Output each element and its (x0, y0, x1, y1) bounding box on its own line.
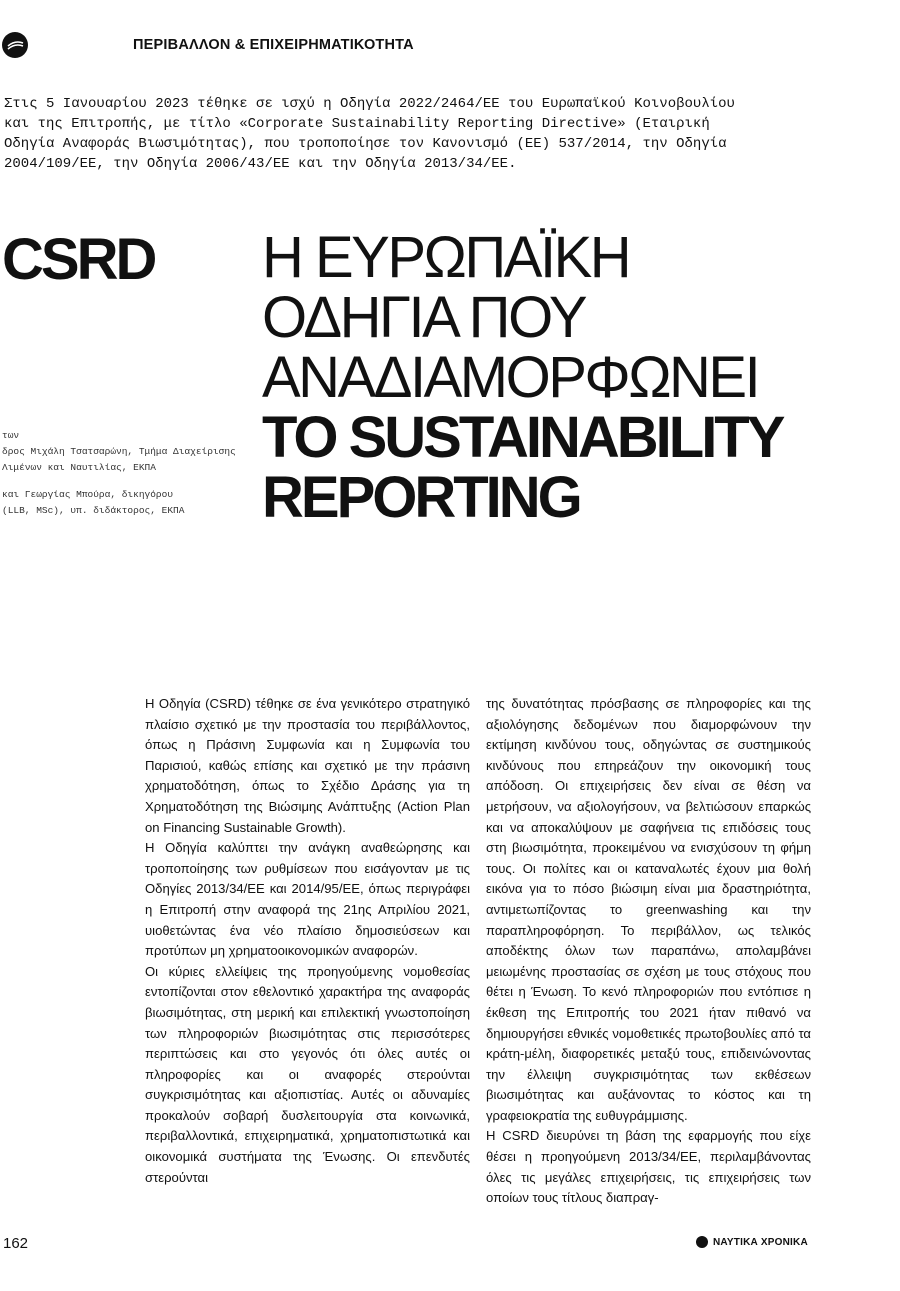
body-paragraph: Η Οδηγία καλύπτει την ανάγκη αναθεώρησης και τροποποίησης των ρυθμίσεων που εισάγονταν με τις Οδηγίες 2013/34/ΕΕ και 2014/95/ΕΕ, όπως περιγράφει η Επιτροπή στην αναφορά της 21ης Απριλίου 2021, υιοθετώντας ένα νέο πλαίσιο δημοσιεύσεων και προτύπων μη χρηματοοικονομικών αναφορών. (145, 840, 470, 959)
logo-swoosh-icon (2, 32, 28, 58)
body-paragraph: Οι κύριες ελλείψεις της προηγούμενης νομοθεσίας εντοπίζονται στον εθελοντικό χαρακτήρα της αναφοράς βιωσιμότητας, στη μερική και επιλεκτική γνωστοποίηση των πληροφοριών βιωσιμότητας στις περισσότερες περιπτώσεις και στο γεγονός ότι όλες αυτές οι πληροφορίες και οι αναφορές στερούνται συγκρισιμότητας και αξιοπιστίας. Αυτές οι αδυναμίες προκαλούν σοβαρή δυσλειτουργία στα κοινωνικά, περιβαλλοντικά, επιχειρηματικά, χρηματοπιστωτικά και οικονομικά συστήματα της Ένωσης. Οι επενδυτές στερούνται (145, 963, 470, 1185)
body-paragraph: Η Οδηγία (CSRD) τέθηκε σε ένα γενικότερο στρατηγικό πλαίσιο σχετικό με την προστασία του περιβάλλοντος, όπως η Πράσινη Συμφωνία και η Συμφωνία του Παρισιού, καθώς επίσης και σχετικό με την πράσινη χρηματοδότηση, όπως το Σχέδιο Δράσης για τη Χρηματοδότηση της Βιώσιμης Ανάπτυξης (Action Plan on Financing Sustainable Growth). (145, 696, 470, 835)
byline-line: Λιμένων και Ναυτιλίας, ΕΚΠΑ (2, 462, 156, 473)
byline-line: και Γεωργίας Μπούρα, δικηγόρου (2, 489, 174, 500)
headline-line-bold: REPORTING (262, 465, 580, 530)
body-column-left (145, 694, 470, 1188)
kicker-csrd: CSRD (2, 227, 155, 292)
byline-author-1 (2, 428, 252, 476)
headline-line: ΑΝΑΔΙΑΜΟΡΦΩΝΕΙ (262, 345, 759, 410)
byline-line: (LLB, MSc), υπ. διδάκτορος, ΕΚΠΑ (2, 505, 185, 516)
headline-line: ΟΔΗΓΙΑ ΠΟΥ (262, 285, 585, 350)
intro-line: και της Επιτροπής, με τίτλο «Corporate Sustainability Reporting Directive» (Εταιρική (4, 116, 710, 132)
headline-line-bold: TO SUSTAINABILITY (262, 405, 783, 470)
section-title: ΠΕΡΙΒΑΛΛΟΝ & ΕΠΙΧΕΙΡΗΜΑΤΙΚΟΤΗΤΑ (133, 37, 414, 53)
byline-line: δρος Μιχάλη Τσατσαρώνη, Τμήμα Διαχείρισης (2, 446, 236, 457)
footer-brand (696, 1236, 808, 1248)
intro-line: Οδηγία Αναφοράς Βιωσιμότητας), που τροποποίησε τον Κανονισμό (ΕΕ) 537/2014, την Οδηγία (4, 136, 727, 152)
article-headline (262, 225, 900, 530)
footer-brand-label: ΝΑΥΤΙΚΑ ΧΡΟΝΙΚΑ (713, 1236, 808, 1248)
body-paragraph: της δυνατότητας πρόσβασης σε πληροφορίες και της αξιολόγησης δεδομένων που διαμορφώνουν την εκτίμηση κινδύνου τους, οδηγώντας σε συστημικούς κινδύνους που επηρεάζουν την οικονομική τους απόδοση. Οι επιχειρήσεις δεν είναι σε θέση να μετρήσουν, να αξιολογήσουν, να βελτιώσουν επαρκώς και να αποκαλύψουν με σαφήνεια τις επιδόσεις τους στη βιωσιμότητα, προκειμένου να ενισχύσουν τη φήμη τους. Οι πολίτες και οι καταναλωτές έχουν μια θολή εικόνα για το πόσο βιώσιμη είναι μια δραστηριότητα, αντιμετωπίζοντας το greenwashing και την παραπληροφόρηση. Το περιβάλλον, ως τελικός αποδέκτης όλων των παραπάνω, απολαμβάνει μειωμένης προστασίας σε σχέση με τους στόχους που θέτει η Ένωση. Το κενό πληροφοριών που εντόπισε η έκθεση της Επιτροπής του 2021 ήταν πιθανό να δημιουργήσει εθνικές νομοθετικές πρωτοβουλίες από τα κράτη-μέλη, διαφορετικές μεταξύ τους, επιδεινώνοντας την έλλειψη συγκρισιμότητας των εκθέσεων βιωσιμότητας και αυξάνοντας το κόστος και τη γραφειοκρατία της ευθυγράμμισης. (486, 696, 811, 1123)
intro-line: Στις 5 Ιανουαρίου 2023 τέθηκε σε ισχύ η Οδηγία 2022/2464/ΕΕ του Ευρωπαϊκού Κοινοβουλίου (4, 96, 735, 112)
body-column-right (486, 694, 811, 1209)
intro-line: 2004/109/ΕΕ, την Οδηγία 2006/43/ΕΕ και την Οδηγία 2013/34/ΕΕ. (4, 156, 517, 172)
headline-line: Η ΕΥΡΩΠΑΪΚΗ (262, 225, 630, 290)
body-paragraph: Η CSRD διευρύνει τη βάση της εφαρμογής που είχε θέσει η προηγούμενη 2013/34/ΕΕ, περιλαμβάνοντας όλες τις μεγάλες επιχειρήσεις, τις επιχειρήσεις των οποίων τους τίτλους διαπραγ- (486, 1128, 811, 1206)
magazine-logo-icon (2, 32, 28, 58)
intro-paragraph (4, 94, 900, 174)
byline-author-2 (2, 487, 252, 519)
brand-logo-icon (696, 1236, 708, 1248)
page-number: 162 (3, 1235, 29, 1252)
byline-line: των (2, 430, 20, 441)
